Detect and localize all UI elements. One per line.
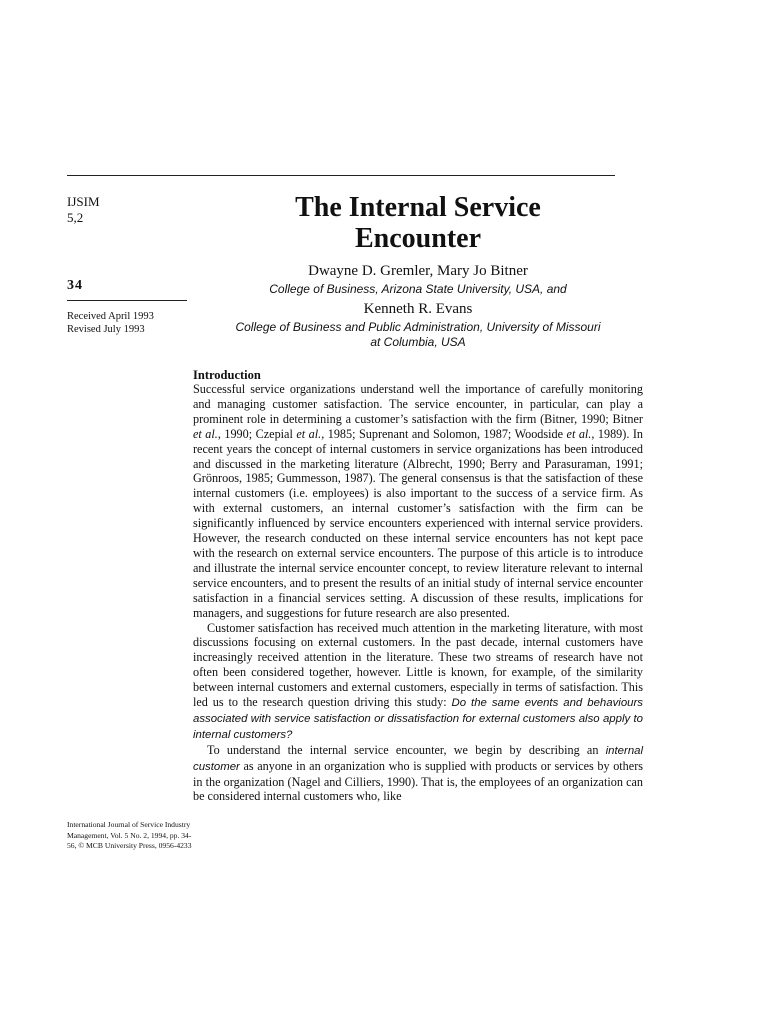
citation-et-al-3: et al. — [566, 426, 592, 441]
paragraph-2-text: Customer satisfaction has received much attention in the marketing literature, with most discussions focusing on external customers. In the past decade, internal customers have increasingly received attention in the literature. These two streams of research have not often been considered together, however. Little is known, for example, of the similarity between internal customers and external customers, especially in terms of satisfaction. This led us to the research question driving this study: — [193, 620, 643, 710]
top-rule — [67, 175, 615, 176]
paragraph-1-text-b: , 1990; Czepial — [217, 426, 293, 441]
citation-et-al-2: et al. — [296, 426, 322, 441]
citation-et-al-1: et al. — [193, 426, 218, 441]
paragraph-1-text-d: , 1989). In recent years the concept of internal customers in service organizations has been introduced and discussed in the marketing literature (Albrecht, 1990; Berry and Parasuraman, 1991; Grönroos, 1985; Gummesson, 1987). The general consensus is that the satisfaction of these internal customers (i.e. employees) is also important to the success of a service firm. As with external customers, an internal customer’s satisfaction with the firm can be significantly influenced by service encounters experienced with internal service providers. However, the research conducted on these internal service encounters has not kept pace with the research on external service encounters. The purpose of this article is to introduce and illustrate the internal service encounter concept, to review literature relevant to internal service encounters, and to present the results of an initial study of internal service encounter satisfaction in a financial services setting. A discussion of these results, implications for managers, and suggestions for future research are also presented. — [193, 426, 644, 620]
revised-date: Revised July 1993 — [67, 324, 145, 335]
paragraph-3-text-a: To understand the internal service encounter, we begin by describing an — [207, 742, 599, 757]
internal-customer-term: internal customer — [193, 744, 644, 773]
paragraph-1-text-a: Successful service organizations understand well the importance of carefully monitoring and managing customer satisfaction. The service encounter, in particular, can play a prominent role in determining a customer’s satisfaction with the firm (Bitner, 1990; Bitner — [193, 382, 643, 426]
received-date: Received April 1993 — [67, 311, 154, 322]
paragraph-3-text-b: as anyone in an organization who is supplied with products or services by others in the organization (Nagel and Cilliers, 1990). That is, the employees of an organization can be considered internal customers who, like — [193, 758, 643, 804]
page-number: 34 — [67, 278, 83, 293]
article-dates — [67, 310, 154, 336]
paragraph-1 — [193, 382, 643, 621]
affiliation-2-line-2: at Columbia, USA — [370, 335, 466, 349]
title-line-2: Encounter — [355, 223, 481, 254]
publication-info: International Journal of Service Industry Management, Vol. 5 No. 2, 1994, pp. 34-56, © MCB University Press, 0956-4233 — [67, 820, 192, 850]
journal-code: IJSIM — [67, 194, 100, 209]
sidebar — [67, 194, 187, 226]
paragraph-1-text-c: , 1985; Suprenant and Solomon, 1987; Woodside — [321, 426, 564, 441]
authors-line-1: Dwayne D. Gremler, Mary Jo Bitner — [308, 263, 528, 279]
article-title — [193, 192, 643, 254]
section-heading: Introduction — [193, 368, 261, 382]
volume-issue: 5,2 — [67, 210, 84, 225]
research-question: Do the same events and behaviours associated with service satisfaction or dissatisfaction for external customers also apply to internal customers? — [193, 697, 643, 741]
affiliation-2-line-1: College of Business and Public Administration, University of Missouri — [235, 320, 601, 334]
authors-line-2: Kenneth R. Evans — [363, 301, 473, 317]
article-body — [193, 368, 643, 804]
paragraph-3 — [193, 743, 643, 805]
paragraph-2 — [193, 621, 643, 743]
affiliation-1: College of Business, Arizona State University, USA, and — [269, 282, 567, 296]
sidebar-rule — [67, 300, 187, 301]
title-line-1: The Internal Service — [295, 192, 541, 223]
